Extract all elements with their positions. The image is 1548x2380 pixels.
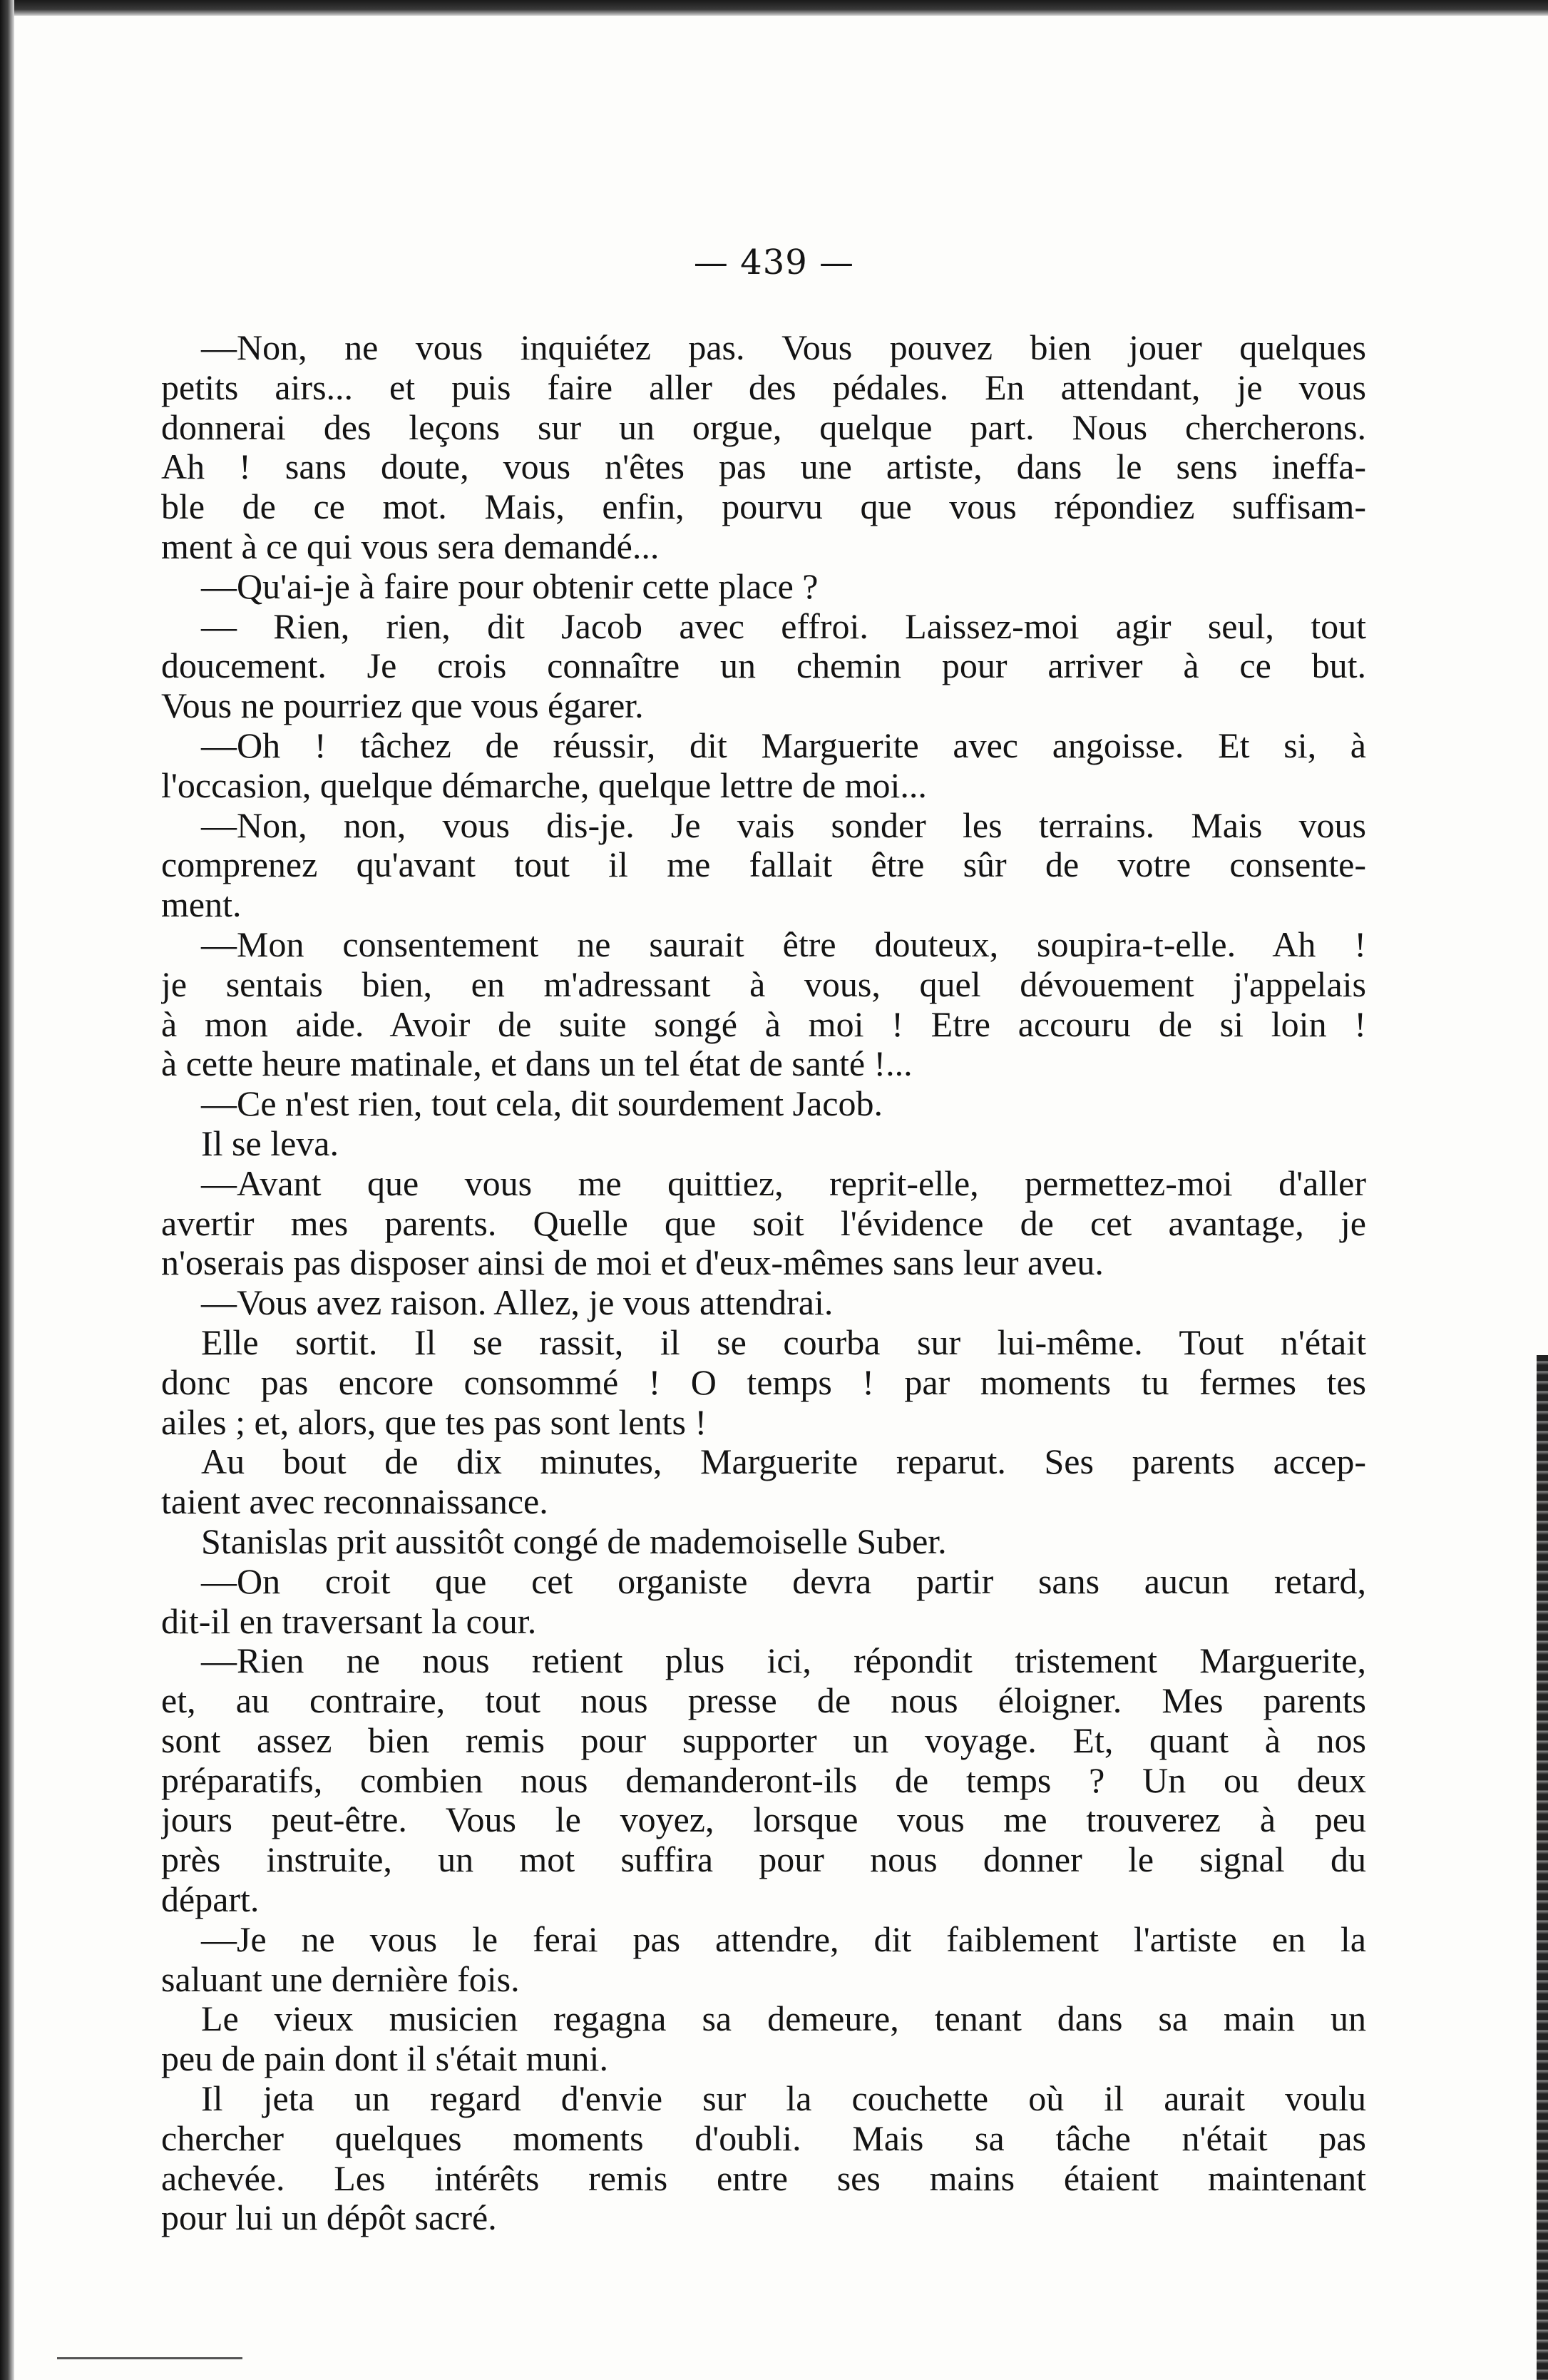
text-line: Il se leva. bbox=[201, 1123, 339, 1163]
text-line: je sentais bien, en m'adressant à vous, quel dévouement j'appelais bbox=[161, 964, 1366, 1004]
scan-top-edge bbox=[0, 0, 1548, 16]
text-line: avertir mes parents. Quelle que soit l'évidence de cet avantage, je bbox=[161, 1203, 1366, 1243]
page-number: — 439 — bbox=[693, 242, 855, 282]
text-line: ment. bbox=[161, 885, 242, 925]
text-line: Stanislas prit aussitôt congé de mademoiselle Suber. bbox=[201, 1521, 947, 1561]
text-line: —Je ne vous le ferai pas attendre, dit faiblement l'artiste en la bbox=[201, 1919, 1366, 1959]
text-line: pour lui un dépôt sacré. bbox=[161, 2198, 497, 2238]
text-line: saluant une dernière fois. bbox=[161, 1959, 520, 1999]
text-line: n'oserais pas disposer ainsi de moi et d'eux-mêmes sans leur aveu. bbox=[161, 1243, 1104, 1283]
text-line: à cette heure matinale, et dans un tel état de santé !... bbox=[161, 1044, 913, 1084]
text-line: Vous ne pourriez que vous égarer. bbox=[161, 686, 644, 726]
text-line: donc pas encore consommé ! O temps ! par moments tu fermes tes bbox=[161, 1362, 1366, 1402]
text-line: ailes ; et, alors, que tes pas sont lents ! bbox=[161, 1402, 707, 1442]
text-line: dit-il en traversant la cour. bbox=[161, 1601, 537, 1641]
text-line: Elle sortit. Il se rassit, il se courba sur lui-même. Tout n'était bbox=[201, 1322, 1366, 1362]
text-line: doucement. Je crois connaître un chemin pour arriver à ce but. bbox=[161, 646, 1366, 686]
text-line: donnerai des leçons sur un orgue, quelque part. Nous chercherons. bbox=[161, 407, 1366, 447]
text-line: Le vieux musicien regagna sa demeure, tenant dans sa main un bbox=[201, 1999, 1366, 2039]
text-line: sont assez bien remis pour supporter un voyage. Et, quant à nos bbox=[161, 1720, 1366, 1760]
text-line: ment à ce qui vous sera demandé... bbox=[161, 526, 660, 566]
text-line: Il jeta un regard d'envie sur la couchette où il aurait voulu bbox=[201, 2079, 1366, 2119]
text-line: —Mon consentement ne saurait être douteux, soupira-t-elle. Ah ! bbox=[201, 924, 1366, 964]
text-line: —Avant que vous me quittiez, reprit-elle, permettez-moi d'aller bbox=[201, 1163, 1366, 1203]
text-line: chercher quelques moments d'oubli. Mais sa tâche n'était pas bbox=[161, 2118, 1366, 2158]
text-line: à mon aide. Avoir de suite songé à moi ! Etre accouru de si loin ! bbox=[161, 1004, 1366, 1044]
text-line: — Rien, rien, dit Jacob avec effroi. Laissez-moi agir seul, tout bbox=[201, 606, 1366, 646]
text-line: comprenez qu'avant tout il me fallait être sûr de votre consente- bbox=[161, 845, 1366, 885]
text-line: ble de ce mot. Mais, enfin, pourvu que vous répondiez suffisam- bbox=[161, 487, 1366, 527]
body-text bbox=[161, 328, 1366, 2238]
bottom-rule bbox=[57, 2357, 242, 2359]
scan-right-edge bbox=[1537, 1355, 1548, 2380]
text-line: —On croit que cet organiste devra partir sans aucun retard, bbox=[201, 1561, 1366, 1601]
text-line: —Non, ne vous inquiétez pas. Vous pouvez bien jouer quelques bbox=[201, 328, 1366, 367]
text-line: —Ce n'est rien, tout cela, dit sourdement Jacob. bbox=[201, 1084, 883, 1124]
scan-left-edge bbox=[0, 0, 14, 2380]
text-line: —Rien ne nous retient plus ici, répondit tristement Marguerite, bbox=[201, 1641, 1366, 1681]
text-line: petits airs... et puis faire aller des pédales. En attendant, je vous bbox=[161, 367, 1366, 407]
text-line: taient avec reconnaissance. bbox=[161, 1482, 548, 1522]
text-line: et, au contraire, tout nous presse de nous éloigner. Mes parents bbox=[161, 1681, 1366, 1721]
text-line: l'occasion, quelque démarche, quelque lettre de moi... bbox=[161, 765, 927, 805]
text-line: Ah ! sans doute, vous n'êtes pas une artiste, dans le sens ineffa- bbox=[161, 447, 1366, 487]
text-line: —Non, non, vous dis-je. Je vais sonder les terrains. Mais vous bbox=[201, 805, 1366, 845]
text-line: préparatifs, combien nous demanderont-ils de temps ? Un ou deux bbox=[161, 1760, 1366, 1800]
text-line: Au bout de dix minutes, Marguerite reparut. Ses parents accep- bbox=[201, 1442, 1366, 1482]
text-line: achevée. Les intérêts remis entre ses mains étaient maintenant bbox=[161, 2158, 1366, 2198]
text-line: —Qu'ai-je à faire pour obtenir cette place ? bbox=[201, 566, 819, 606]
text-line: près instruite, un mot suffira pour nous donner le signal du bbox=[161, 1840, 1366, 1880]
text-line: peu de pain dont il s'était muni. bbox=[161, 2039, 608, 2079]
text-line: —Vous avez raison. Allez, je vous attendrai. bbox=[201, 1283, 834, 1323]
text-line: départ. bbox=[161, 1880, 260, 1920]
text-line: —Oh ! tâchez de réussir, dit Marguerite avec angoisse. Et si, à bbox=[201, 725, 1366, 765]
text-line: jours peut-être. Vous le voyez, lorsque vous me trouverez à peu bbox=[161, 1800, 1366, 1840]
